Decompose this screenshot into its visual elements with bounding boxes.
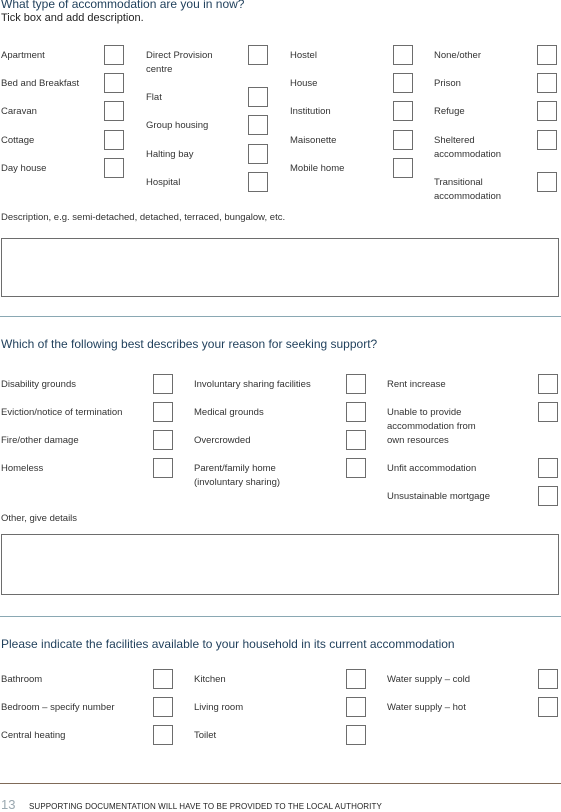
- checkbox-overcrowded[interactable]: [346, 430, 366, 450]
- checkbox-flat[interactable]: [248, 87, 268, 107]
- option-label-fire: Fire/other damage: [1, 435, 79, 446]
- checkbox-homeless[interactable]: [153, 458, 173, 478]
- option-label-group-housing: Group housing: [146, 120, 209, 131]
- option-label-unfit: Unfit accommodation: [387, 463, 477, 474]
- option-label-living-room: Living room: [194, 702, 244, 713]
- option-label-unsustainable-mortgage: Unsustainable mortgage: [387, 491, 490, 502]
- option-label-day-house: Day house: [1, 163, 47, 174]
- option-label-sheltered: Sheltered accommodation: [434, 135, 502, 160]
- checkbox-apartment[interactable]: [104, 45, 124, 65]
- option-label-maisonette: Maisonette: [290, 135, 337, 146]
- checkbox-fire[interactable]: [153, 430, 173, 450]
- checkbox-water-hot[interactable]: [538, 697, 558, 717]
- checkbox-medical[interactable]: [346, 402, 366, 422]
- other-details-label: Other, give details: [1, 513, 78, 524]
- option-label-institution: Institution: [290, 106, 331, 117]
- option-label-toilet: Toilet: [194, 730, 217, 741]
- checkbox-maisonette[interactable]: [393, 130, 413, 150]
- checkbox-involuntary-sharing[interactable]: [346, 374, 366, 394]
- checkbox-mobile-home[interactable]: [393, 158, 413, 178]
- option-label-homeless: Homeless: [1, 463, 44, 474]
- checkbox-hospital[interactable]: [248, 172, 268, 192]
- option-label-bathroom: Bathroom: [1, 674, 43, 685]
- option-label-water-cold: Water supply – cold: [387, 674, 471, 685]
- option-label-medical: Medical grounds: [194, 407, 264, 418]
- option-label-kitchen: Kitchen: [194, 674, 226, 685]
- option-label-flat: Flat: [146, 92, 162, 103]
- footer-note: SUPPORTING DOCUMENTATION WILL HAVE TO BE PROVIDED TO THE LOCAL AUTHORITY: [29, 802, 382, 811]
- option-label-transitional: Transitional accommodation: [434, 177, 502, 202]
- checkbox-eviction[interactable]: [153, 402, 173, 422]
- footer-divider: [0, 783, 561, 784]
- checkbox-hostel[interactable]: [393, 45, 413, 65]
- option-label-overcrowded: Overcrowded: [194, 435, 251, 446]
- option-label-central-heating: Central heating: [1, 730, 66, 741]
- checkbox-bed-and-breakfast[interactable]: [104, 73, 124, 93]
- checkbox-direct-provision[interactable]: [248, 45, 268, 65]
- option-label-bedroom: Bedroom – specify number: [1, 702, 115, 713]
- option-label-eviction: Eviction/notice of termination: [1, 407, 123, 418]
- checkbox-institution[interactable]: [393, 101, 413, 121]
- option-label-parent-family: Parent/family home (involuntary sharing): [194, 463, 281, 488]
- facilities-title: Please indicate the facilities available to your household in its current accommodation: [1, 637, 455, 651]
- checkbox-parent-family[interactable]: [346, 458, 366, 478]
- option-label-halting-bay: Halting bay: [146, 149, 194, 160]
- checkbox-halting-bay[interactable]: [248, 144, 268, 164]
- option-label-bed-and-breakfast: Bed and Breakfast: [1, 78, 80, 89]
- option-label-house: House: [290, 78, 318, 89]
- option-label-water-hot: Water supply – hot: [387, 702, 466, 713]
- option-label-prison: Prison: [434, 78, 461, 89]
- option-label-involuntary-sharing: Involuntary sharing facilities: [194, 379, 311, 390]
- option-label-caravan: Caravan: [1, 106, 37, 117]
- option-label-refuge: Refuge: [434, 106, 465, 117]
- option-label-none-other: None/other: [434, 50, 482, 61]
- option-label-cottage: Cottage: [1, 135, 35, 146]
- accommodation-type-title: What type of accommodation are you in now?: [1, 0, 245, 11]
- checkbox-sheltered[interactable]: [537, 130, 557, 150]
- checkbox-refuge[interactable]: [537, 101, 557, 121]
- page-number: 13: [1, 797, 16, 812]
- checkbox-house[interactable]: [393, 73, 413, 93]
- checkbox-bathroom[interactable]: [153, 669, 173, 689]
- accommodation-type-instruction: Tick box and add description.: [1, 12, 144, 24]
- checkbox-unable-to-provide[interactable]: [538, 402, 558, 422]
- checkbox-kitchen[interactable]: [346, 669, 366, 689]
- option-label-apartment: Apartment: [1, 50, 45, 61]
- option-label-mobile-home: Mobile home: [290, 163, 345, 174]
- checkbox-disability[interactable]: [153, 374, 173, 394]
- option-label-hostel: Hostel: [290, 50, 317, 61]
- checkbox-unsustainable-mortgage[interactable]: [538, 486, 558, 506]
- checkbox-cottage[interactable]: [104, 130, 124, 150]
- description-textbox[interactable]: [1, 238, 559, 297]
- checkbox-unfit[interactable]: [538, 458, 558, 478]
- option-label-unable-to-provide: Unable to provide accommodation from own resources: [387, 407, 476, 446]
- option-label-hospital: Hospital: [146, 177, 181, 188]
- support-reason-title: Which of the following best describes your reason for seeking support?: [1, 337, 378, 351]
- checkbox-toilet[interactable]: [346, 725, 366, 745]
- checkbox-transitional[interactable]: [537, 172, 557, 192]
- checkbox-bedroom[interactable]: [153, 697, 173, 717]
- checkbox-central-heating[interactable]: [153, 725, 173, 745]
- checkbox-living-room[interactable]: [346, 697, 366, 717]
- other-details-textbox[interactable]: [1, 534, 559, 595]
- checkbox-none-other[interactable]: [537, 45, 557, 65]
- checkbox-water-cold[interactable]: [538, 669, 558, 689]
- option-label-disability: Disability grounds: [1, 379, 76, 390]
- checkbox-prison[interactable]: [537, 73, 557, 93]
- checkbox-day-house[interactable]: [104, 158, 124, 178]
- checkbox-rent-increase[interactable]: [538, 374, 558, 394]
- section-divider: [0, 616, 561, 617]
- checkbox-group-housing[interactable]: [248, 115, 268, 135]
- checkbox-caravan[interactable]: [104, 101, 124, 121]
- section-divider: [0, 316, 561, 317]
- description-label: Description, e.g. semi-detached, detached, terraced, bungalow, etc.: [1, 212, 286, 223]
- option-label-rent-increase: Rent increase: [387, 379, 446, 390]
- option-label-direct-provision: Direct Provision centre: [146, 50, 213, 75]
